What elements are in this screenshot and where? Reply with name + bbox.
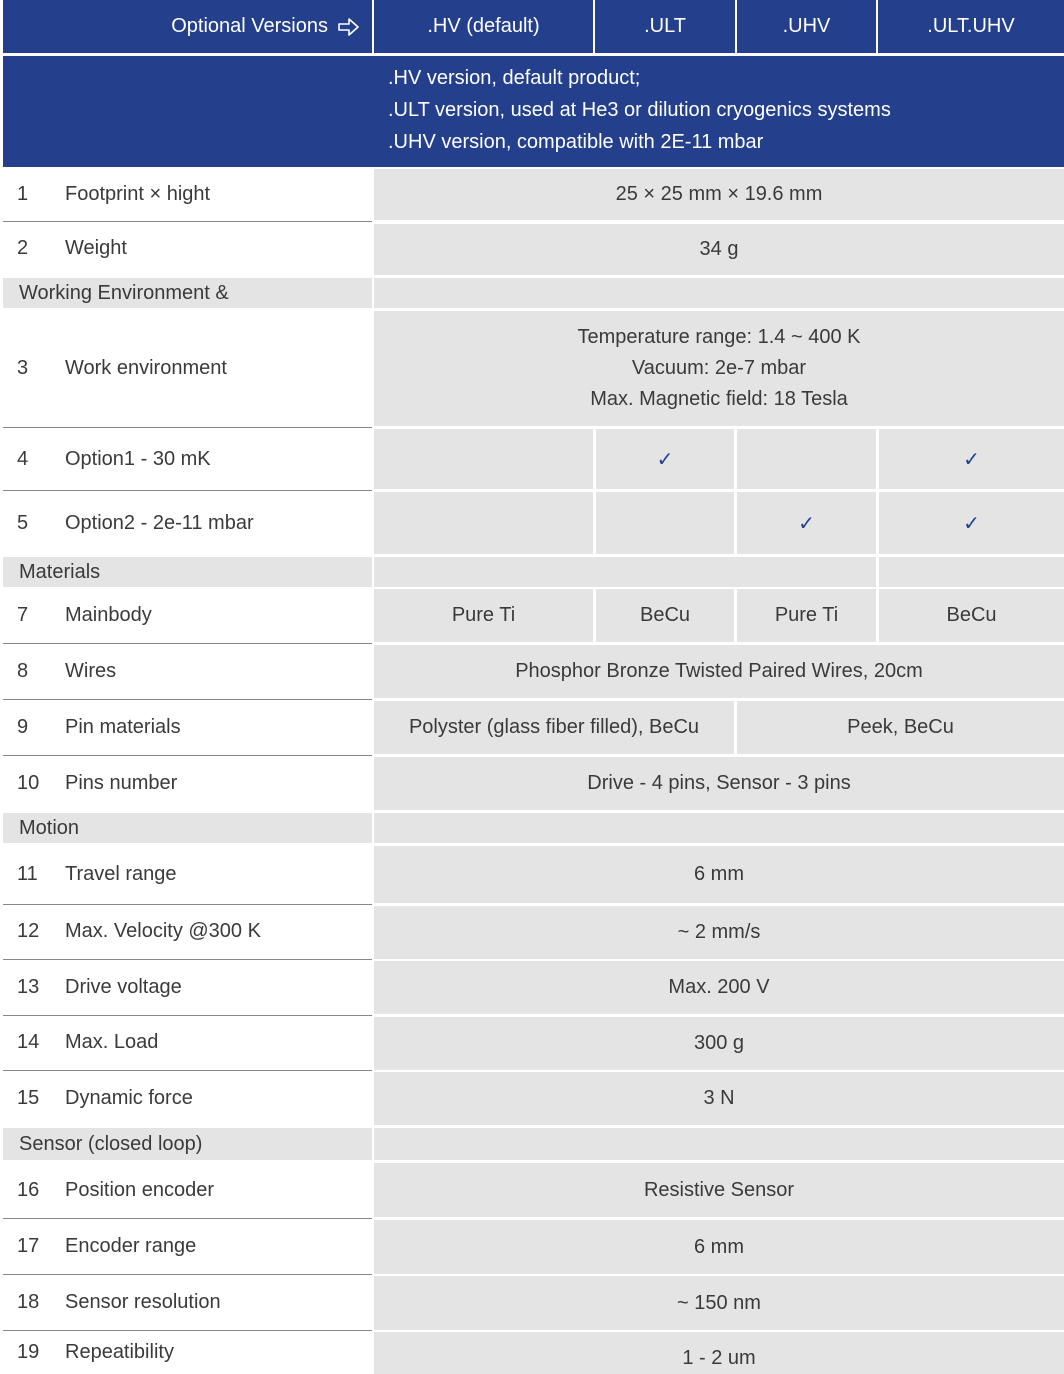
spec-row-footprint: 1 Footprint × hight (17, 183, 211, 205)
row-divider (3, 1070, 372, 1071)
option1-cell-uhv (737, 429, 876, 489)
optional-versions-header (3, 0, 372, 53)
section-fill (374, 557, 876, 587)
wires-value: Phosphor Bronze Twisted Paired Wires, 20cm (374, 645, 1064, 698)
row-divider (3, 490, 372, 491)
spec-row-encoder-range: 17 Encoder range (17, 1234, 197, 1257)
sensor-resolution-value: ~ 150 nm (374, 1276, 1064, 1330)
spec-row-position-encoder: 16 Position encoder (17, 1178, 214, 1201)
vacuum-range: Vacuum: 2e-7 mbar (631, 357, 807, 379)
section-motion: Motion (3, 813, 372, 843)
row-divider (3, 959, 372, 960)
spec-label: Repeatibility (65, 1341, 174, 1363)
version-header-uhv: .UHV (737, 0, 876, 53)
section-sensor: Sensor (closed loop) (3, 1128, 372, 1160)
check-icon: ✓ (656, 448, 674, 471)
description-line: .HV version, default product; (388, 67, 641, 89)
row-divider (3, 699, 372, 700)
description-line: .ULT version, used at He3 or dilution cryogenics systems (388, 99, 891, 121)
spec-row-pins-number: 10 Pins number (17, 772, 178, 794)
spec-label: Sensor resolution (65, 1290, 221, 1313)
version-header-hv: .HV (default) (374, 0, 593, 53)
encoder-range-value: 6 mm (374, 1220, 1064, 1274)
mainbody-hv: Pure Ti (374, 589, 593, 642)
version-description (3, 56, 1064, 167)
version-header-ult: .ULT (595, 0, 735, 53)
spec-label: Option1 - 30 mK (65, 447, 211, 470)
check-icon: ✓ (963, 512, 980, 535)
spec-label: Dynamic force (65, 1087, 193, 1109)
spec-row-drive-voltage: 13 Drive voltage (17, 976, 182, 998)
spec-label: Weight (65, 237, 127, 259)
spec-label: Drive voltage (65, 976, 182, 998)
pin-materials-uhv: Peek, BeCu (737, 701, 1064, 754)
spec-row-option2: 5 Option2 - 2e-11 mbar (17, 511, 254, 534)
spec-label: Max. Velocity @300 K (65, 920, 261, 942)
spec-label: Option2 - 2e-11 mbar (65, 511, 254, 534)
spec-label: Max. Load (65, 1031, 159, 1053)
option1-cell-ult (596, 429, 734, 489)
section-fill (879, 557, 1064, 587)
check-icon: ✓ (798, 512, 815, 535)
section-fill (374, 1128, 1064, 1160)
position-encoder-value: Resistive Sensor (374, 1163, 1064, 1217)
mainbody-uhv: Pure Ti (737, 589, 876, 642)
spec-label: Pins number (65, 772, 178, 794)
version-header-ult-uhv: .ULT.UHV (878, 0, 1064, 53)
spec-row-travel-range: 11 Travel range (17, 863, 177, 885)
pin-materials-hv-ult: Polyster (glass fiber filled), BeCu (374, 701, 734, 754)
row-divider (3, 755, 372, 756)
repeatability-value: 1 - 2 um (374, 1332, 1064, 1374)
magnetic-field: Max. Magnetic field: 18 Tesla (590, 388, 848, 410)
spec-row-mainbody: 7 Mainbody (17, 604, 152, 626)
spec-label: Wires (65, 660, 117, 682)
mainbody-ult-uhv: BeCu (879, 589, 1064, 642)
option1-cell-ult-uhv (879, 429, 1064, 489)
optional-versions-label: Optional Versions (171, 15, 328, 37)
spec-row-work-environment: 3 Work environment (17, 357, 227, 379)
row-divider (3, 643, 372, 644)
description-line: .UHV version, compatible with 2E-11 mbar (388, 131, 764, 153)
section-fill (374, 813, 1064, 843)
footprint-value: 25 × 25 mm × 19.6 mm (374, 169, 1064, 220)
spec-row-repeatability: 19 Repeatibility (17, 1341, 174, 1363)
weight-value: 34 g (374, 224, 1064, 275)
spec-label: Work environment (65, 357, 227, 379)
spec-label: Position encoder (65, 1178, 214, 1201)
option1-cell-hv (374, 429, 593, 489)
spec-label: Pin materials (65, 716, 181, 738)
max-load-value: 300 g (374, 1017, 1064, 1070)
option2-cell-uhv (737, 492, 876, 554)
check-icon: ✓ (963, 448, 980, 471)
mainbody-ult: BeCu (596, 589, 734, 642)
arrow-right-icon (338, 18, 360, 36)
spec-label: Encoder range (65, 1234, 197, 1257)
spec-row-option1: 4 Option1 - 30 mK (17, 447, 211, 470)
drive-voltage-value: Max. 200 V (374, 961, 1064, 1014)
spec-label: Travel range (65, 863, 177, 885)
spec-row-weight: 2 Weight (17, 237, 127, 259)
spec-row-wires: 8 Wires (17, 660, 117, 682)
temperature-range: Temperature range: 1.4 ~ 400 K (577, 326, 861, 348)
work-environment-value (374, 311, 1064, 426)
dynamic-force-value: 3 N (374, 1072, 1064, 1125)
spec-label: Mainbody (65, 604, 152, 626)
spec-row-max-velocity: 12 Max. Velocity @300 K (17, 920, 261, 942)
spec-row-max-load: 14 Max. Load (17, 1031, 159, 1053)
spec-row-pin-materials: 9 Pin materials (17, 716, 181, 738)
option2-cell-ult-uhv (879, 492, 1064, 554)
row-divider (3, 427, 372, 428)
section-working-environment: Working Environment & (3, 278, 372, 308)
spec-row-dynamic-force: 15 Dynamic force (17, 1087, 193, 1109)
max-velocity-value: ~ 2 mm/s (374, 906, 1064, 959)
section-fill (374, 278, 1064, 308)
section-materials: Materials (3, 557, 372, 587)
spec-row-sensor-resolution: 18 Sensor resolution (17, 1290, 221, 1313)
spec-label: Footprint × hight (65, 183, 211, 205)
option2-cell-hv (374, 492, 593, 554)
option2-cell-ult (596, 492, 734, 554)
pins-number-value: Drive - 4 pins, Sensor - 3 pins (374, 757, 1064, 810)
travel-range-value: 6 mm (374, 846, 1064, 903)
